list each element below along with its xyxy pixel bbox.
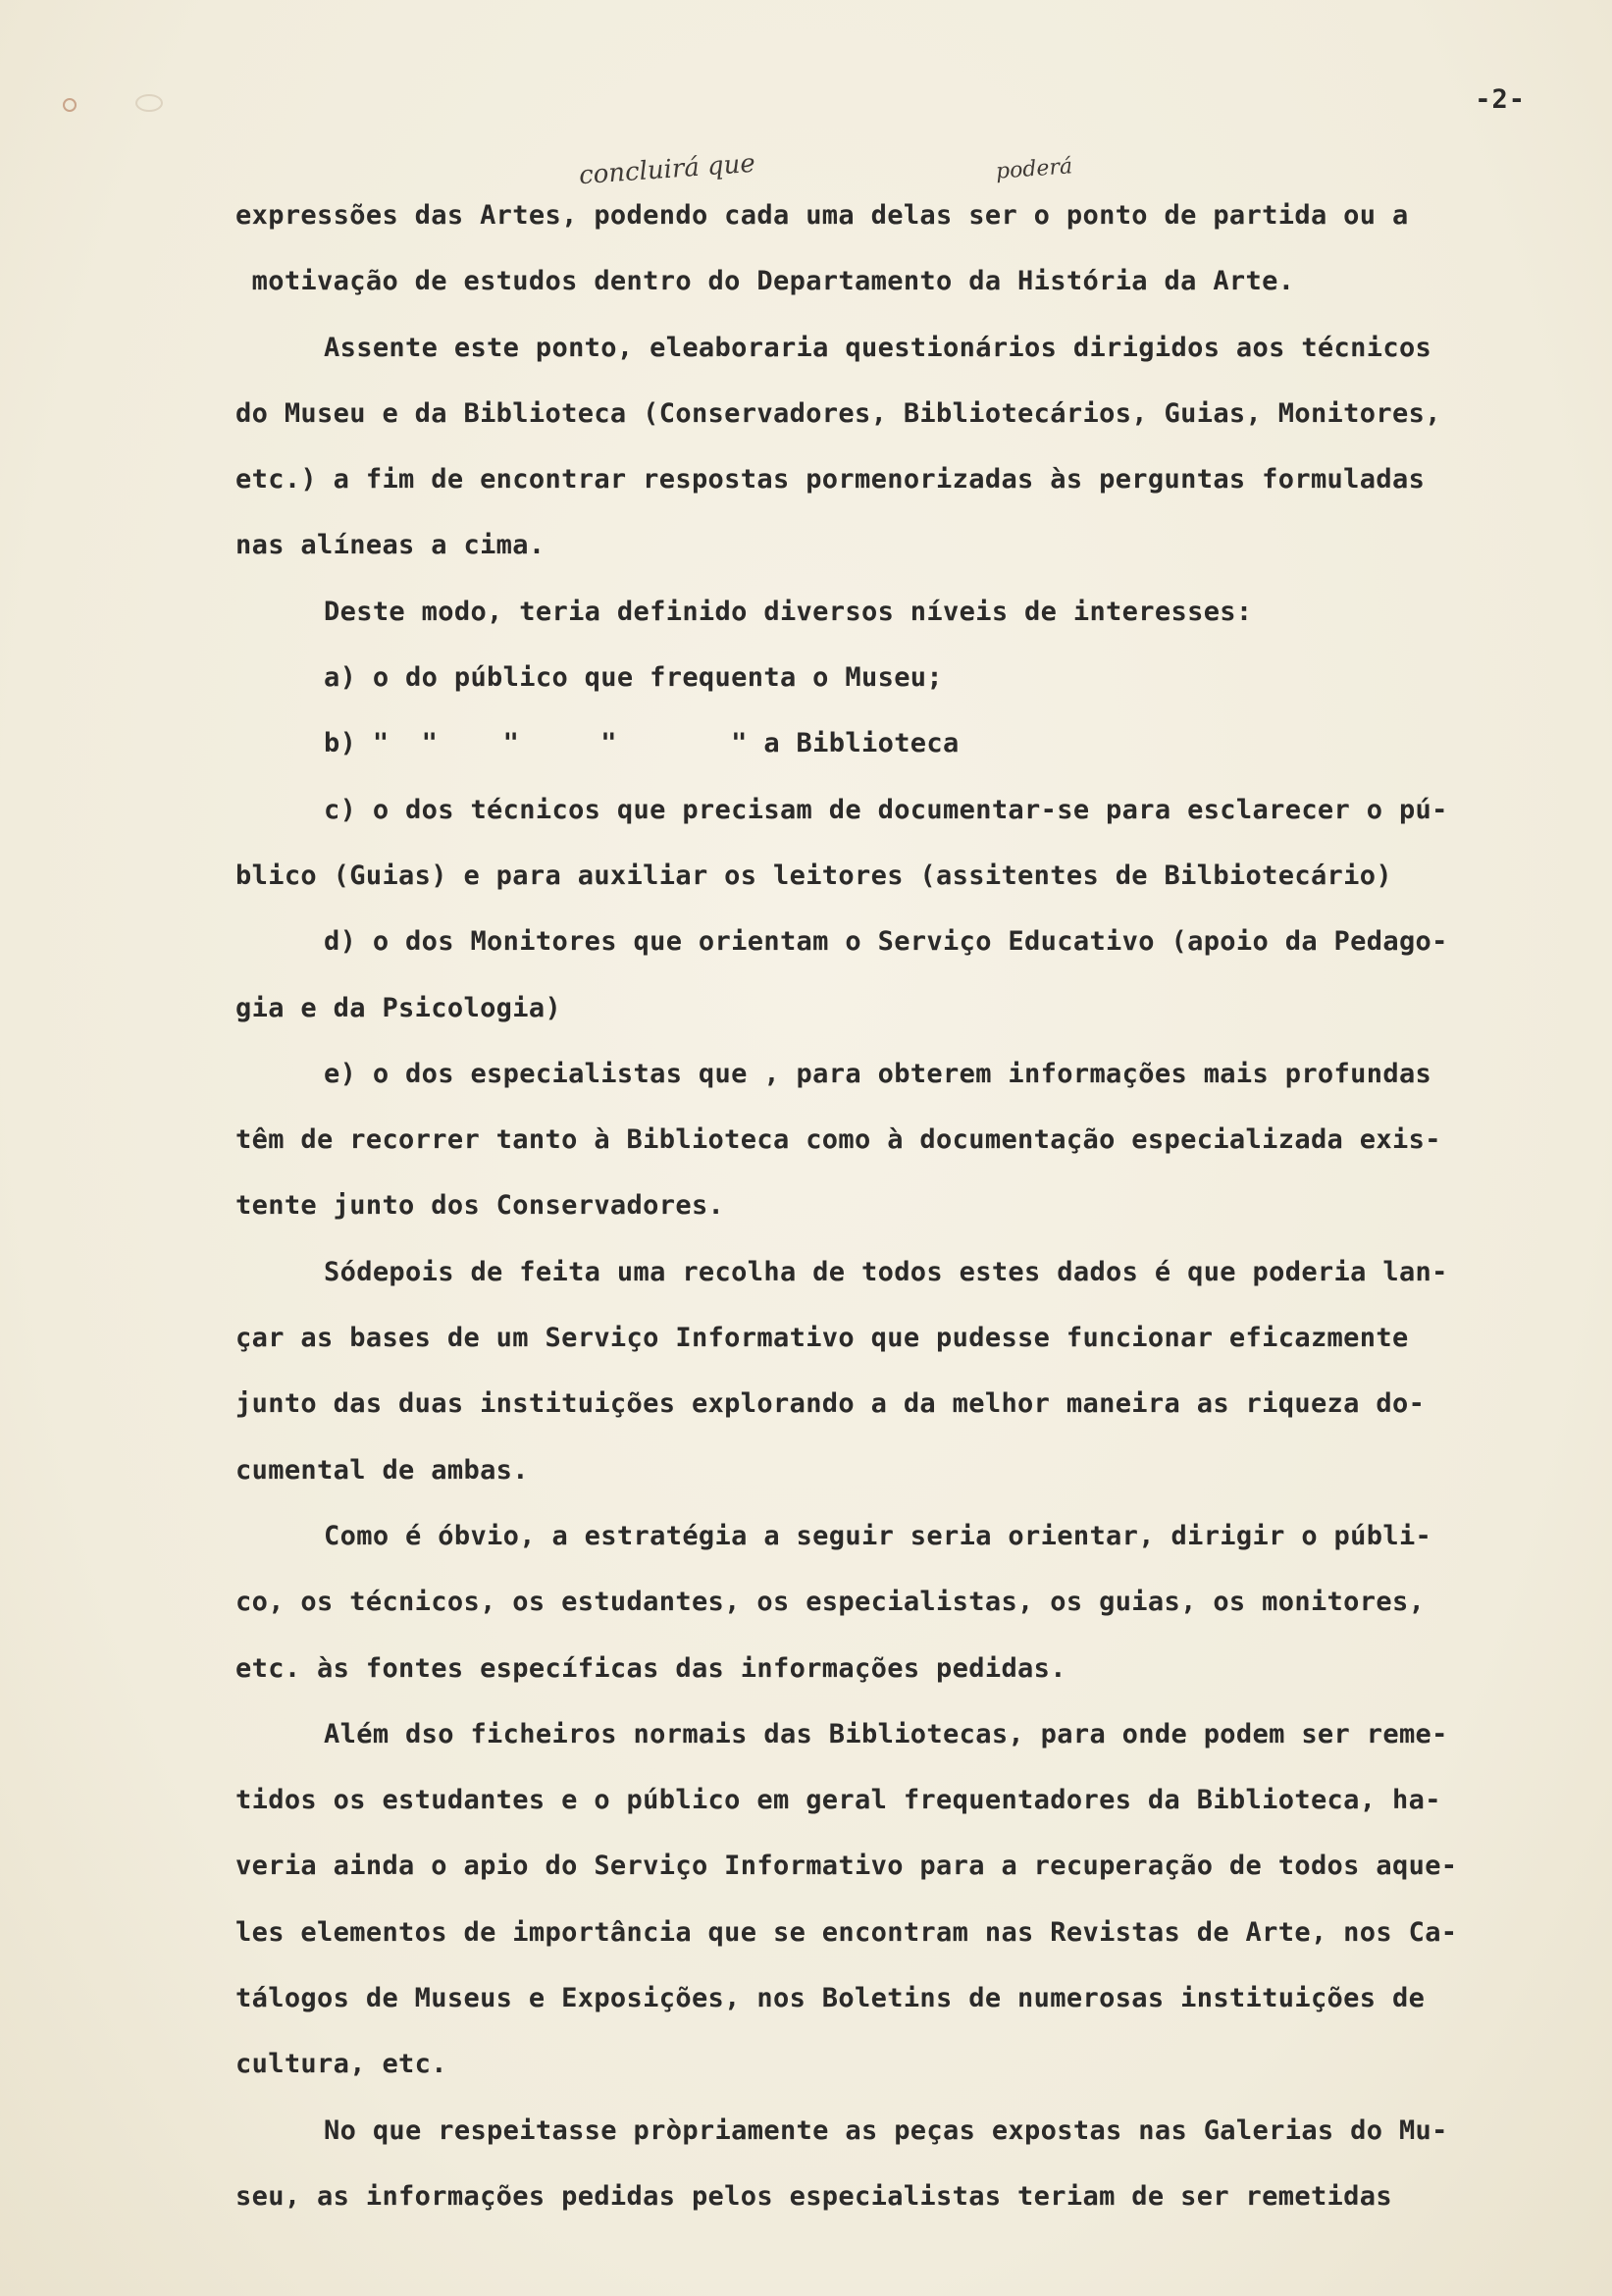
text-line: cumental de ambas. bbox=[235, 1454, 529, 1486]
text-line: nas alíneas a cima. bbox=[235, 530, 546, 561]
text-line: etc.) a fim de encontrar respostas pormenorizadas às perguntas formuladas bbox=[235, 464, 1426, 496]
text-line: c) o dos técnicos que precisam de documentar-se para esclarecer o pú- bbox=[324, 794, 1448, 825]
text-line: tidos os estudantes e o público em geral frequentadores da Biblioteca, ha- bbox=[235, 1785, 1441, 1816]
body-text bbox=[235, 188, 1550, 2235]
text-line: Sódepois de feita uma recolha de todos estes dados é que poderia lan- bbox=[324, 1256, 1448, 1287]
page-number: -2- bbox=[1475, 84, 1526, 115]
text-line: veria ainda o apio do Serviço Informativo para a recuperação de todos aque- bbox=[235, 1851, 1458, 1882]
text-line: junto das duas instituições explorando a da melhor maneira as riqueza do- bbox=[235, 1388, 1426, 1420]
text-line: têm de recorrer tanto à Biblioteca como à documentação especializada exis- bbox=[235, 1124, 1441, 1156]
text-line: seu, as informações pedidas pelos especialistas teriam de ser remetidas bbox=[235, 2180, 1392, 2212]
text-line: Além dso ficheiros normais das Bibliotecas, para onde podem ser reme- bbox=[324, 1718, 1448, 1749]
text-line: do Museu e da Biblioteca (Conservadores, Bibliotecários, Guias, Monitores, bbox=[235, 397, 1441, 429]
text-line: les elementos de importância que se encontram nas Revistas de Arte, nos Ca- bbox=[235, 1916, 1458, 1948]
text-line: blico (Guias) e para auxiliar os leitores (assitentes de Bilbiotecário) bbox=[235, 860, 1392, 891]
text-line: No que respeitasse pròpriamente as peças expostas nas Galerias do Mu- bbox=[324, 2114, 1448, 2146]
text-line: d) o dos Monitores que orientam o Serviço Educativo (apoio da Pedago- bbox=[324, 926, 1448, 958]
text-line: expressões das Artes, podendo cada uma delas ser o ponto de partida ou a bbox=[235, 200, 1409, 231]
handwritten-note: poderá bbox=[995, 154, 1073, 184]
text-line: tente junto dos Conservadores. bbox=[235, 1190, 725, 1222]
text-line: e) o dos especialistas que , para obterem informações mais profundas bbox=[324, 1058, 1432, 1089]
text-line: cultura, etc. bbox=[235, 2049, 447, 2080]
text-line: co, os técnicos, os estudantes, os especialistas, os guias, os monitores, bbox=[235, 1587, 1426, 1618]
handwritten-note: concluirá que bbox=[578, 148, 756, 191]
punch-hole-mark bbox=[63, 98, 77, 112]
text-line: Deste modo, teria definido diversos níveis de interesses: bbox=[324, 596, 1253, 627]
text-line: tálogos de Museus e Exposições, nos Boletins de numerosas instituições de bbox=[235, 1983, 1426, 2014]
text-line: motivação de estudos dentro do Departamento da História da Arte. bbox=[235, 266, 1295, 297]
text-line: gia e da Psicologia) bbox=[235, 992, 562, 1023]
text-line: çar as bases de um Serviço Informativo que pudesse funcionar eficazmente bbox=[235, 1323, 1409, 1354]
punch-hole-mark bbox=[135, 94, 163, 112]
text-line: Como é óbvio, a estratégia a seguir seria orientar, dirigir o públi- bbox=[324, 1520, 1432, 1551]
text-line: etc. às fontes específicas das informações pedidas. bbox=[235, 1652, 1066, 1684]
text-line: b) " " " " " a Biblioteca bbox=[324, 728, 960, 759]
text-line: a) o do público que frequenta o Museu; bbox=[324, 662, 944, 694]
text-line: Assente este ponto, eleaboraria questionários dirigidos aos técnicos bbox=[324, 332, 1432, 363]
